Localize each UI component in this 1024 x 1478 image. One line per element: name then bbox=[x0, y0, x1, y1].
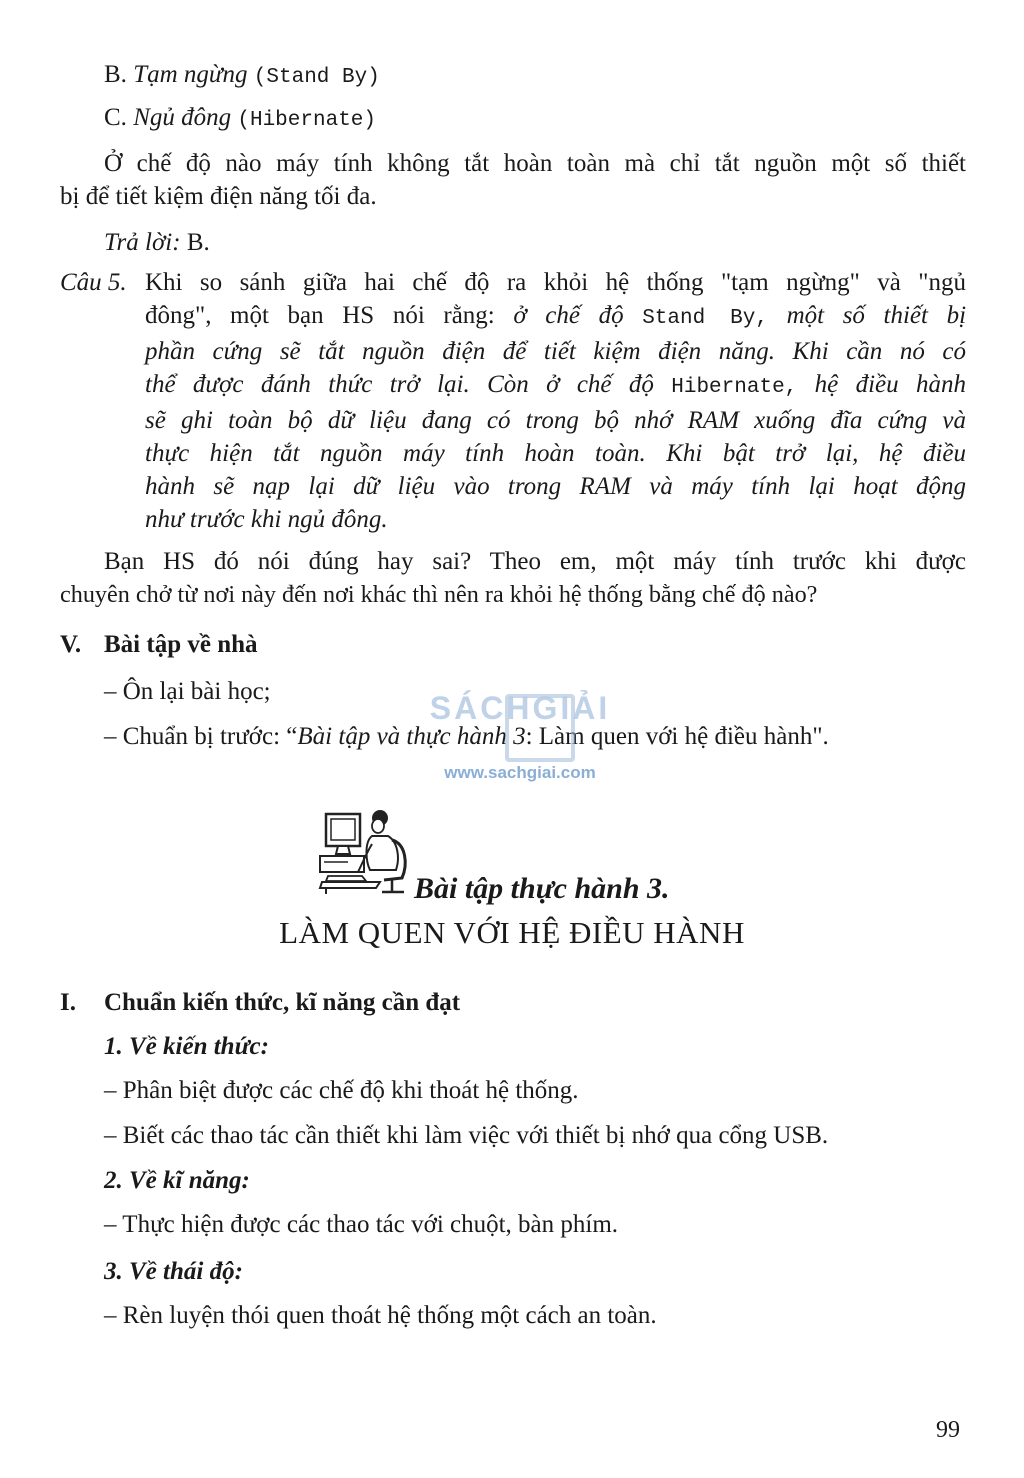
question5-line6: thực hiện tắt nguồn máy tính hoàn toàn. Khi bật trở lại, hệ điều bbox=[145, 440, 966, 467]
section1-number: I. bbox=[60, 989, 76, 1016]
section1-sub2-item1: – Thực hiện được các thao tác với chuột, bàn phím. bbox=[104, 1211, 619, 1238]
option-c-code: (Hibernate) bbox=[237, 109, 376, 132]
section1-sub3: 3. Về thái độ: bbox=[104, 1258, 243, 1285]
section1-sub1: 1. Về kiến thức: bbox=[104, 1033, 269, 1060]
section5-number: V. bbox=[60, 631, 82, 658]
question5-follow-line2: chuyên chở từ nơi này đến nơi khác thì nên ra khỏi hệ thống bằng chế độ nào? bbox=[60, 581, 818, 608]
question4-line2: bị để tiết kiệm điện năng tối đa. bbox=[60, 183, 377, 210]
option-c-label: Ngủ đông bbox=[133, 104, 232, 131]
practice-title: Bài tập thực hành 3. bbox=[414, 872, 670, 905]
question5-follow-line1: Bạn HS đó nói đúng hay sai? Theo em, một máy tính trước khi được bbox=[104, 548, 966, 575]
option-b bbox=[104, 58, 380, 94]
question5-line1: Khi so sánh giữa hai chế độ ra khỏi hệ thống "tạm ngừng" và "ngủ bbox=[145, 269, 966, 296]
section1-sub3-item1: – Rèn luyện thói quen thoát hệ thống một cách an toàn. bbox=[104, 1302, 657, 1329]
option-c bbox=[104, 101, 376, 137]
option-b-label: Tạm ngừng bbox=[133, 61, 248, 88]
answer-value: B. bbox=[186, 229, 210, 256]
question4-line1: Ở chế độ nào máy tính không tắt hoàn toàn mà chỉ tắt nguồn một số thiết bbox=[104, 150, 966, 177]
question5-line4 bbox=[145, 368, 966, 404]
option-c-letter: C. bbox=[104, 104, 127, 131]
section5-item2 bbox=[104, 720, 829, 753]
section5-item1: – Ôn lại bài học; bbox=[104, 678, 271, 705]
question5-line2-code: Stand By, bbox=[642, 307, 768, 330]
question5-line8: như trước khi ngủ đông. bbox=[145, 506, 388, 533]
question5-body bbox=[145, 266, 966, 536]
question4-answer bbox=[104, 226, 210, 259]
question5-line2-b: ở chế độ bbox=[513, 302, 624, 329]
question5-line5: sẽ ghi toàn bộ dữ liệu đang có trong bộ nhớ RAM xuống đĩa cứng và bbox=[145, 407, 966, 434]
question5-label: Câu 5. bbox=[60, 269, 127, 296]
question5-line2-a: đông", một bạn HS nói rằng: bbox=[145, 302, 495, 329]
option-b-letter: B. bbox=[104, 61, 127, 88]
question5-line4-a: thể được đánh thức trở lại. Còn ở chế độ bbox=[145, 371, 654, 398]
watermark-url: www.sachgiai.com bbox=[444, 763, 596, 782]
option-b-code: (Stand By) bbox=[253, 66, 380, 89]
section1-title: Chuẩn kiến thức, kĩ năng cần đạt bbox=[104, 989, 461, 1016]
question5-line3: phần cứng sẽ tắt nguồn điện để tiết kiệm điện năng. Khi cần nó có bbox=[145, 338, 966, 365]
question5-follow bbox=[60, 545, 966, 611]
answer-label: Trả lời: bbox=[104, 229, 181, 256]
question5-line2 bbox=[145, 299, 966, 335]
question5-line2-c: một số thiết bị bbox=[786, 302, 967, 329]
section5-item2-a: – Chuẩn bị trước: “ bbox=[104, 723, 298, 750]
practice-subtitle: LÀM QUEN VỚI HỆ ĐIỀU HÀNH bbox=[279, 915, 745, 950]
question5-line4-b: hệ điều hành bbox=[814, 371, 966, 398]
person-at-computer-icon bbox=[318, 804, 410, 896]
section5-title: Bài tập về nhà bbox=[104, 631, 258, 658]
question4-text bbox=[60, 147, 966, 213]
section1-sub1-item1: – Phân biệt được các chế độ khi thoát hệ thống. bbox=[104, 1077, 579, 1104]
question5-line7: hành sẽ nạp lại dữ liệu vào trong RAM và máy tính lại hoạt động bbox=[145, 473, 966, 500]
question5-line4-code: Hibernate, bbox=[671, 376, 798, 399]
page-number: 99 bbox=[936, 1417, 960, 1443]
section5-item2-italic: Bài tập và thực hành 3 bbox=[297, 723, 526, 750]
section5-item2-b: : Làm quen với hệ điều hành". bbox=[525, 723, 829, 750]
section1-sub1-item2: – Biết các thao tác cần thiết khi làm việc với thiết bị nhớ qua cổng USB. bbox=[104, 1122, 829, 1149]
watermark-brand: SÁCHGIẢI bbox=[429, 690, 611, 726]
section1-sub2: 2. Về kĩ năng: bbox=[104, 1167, 250, 1194]
